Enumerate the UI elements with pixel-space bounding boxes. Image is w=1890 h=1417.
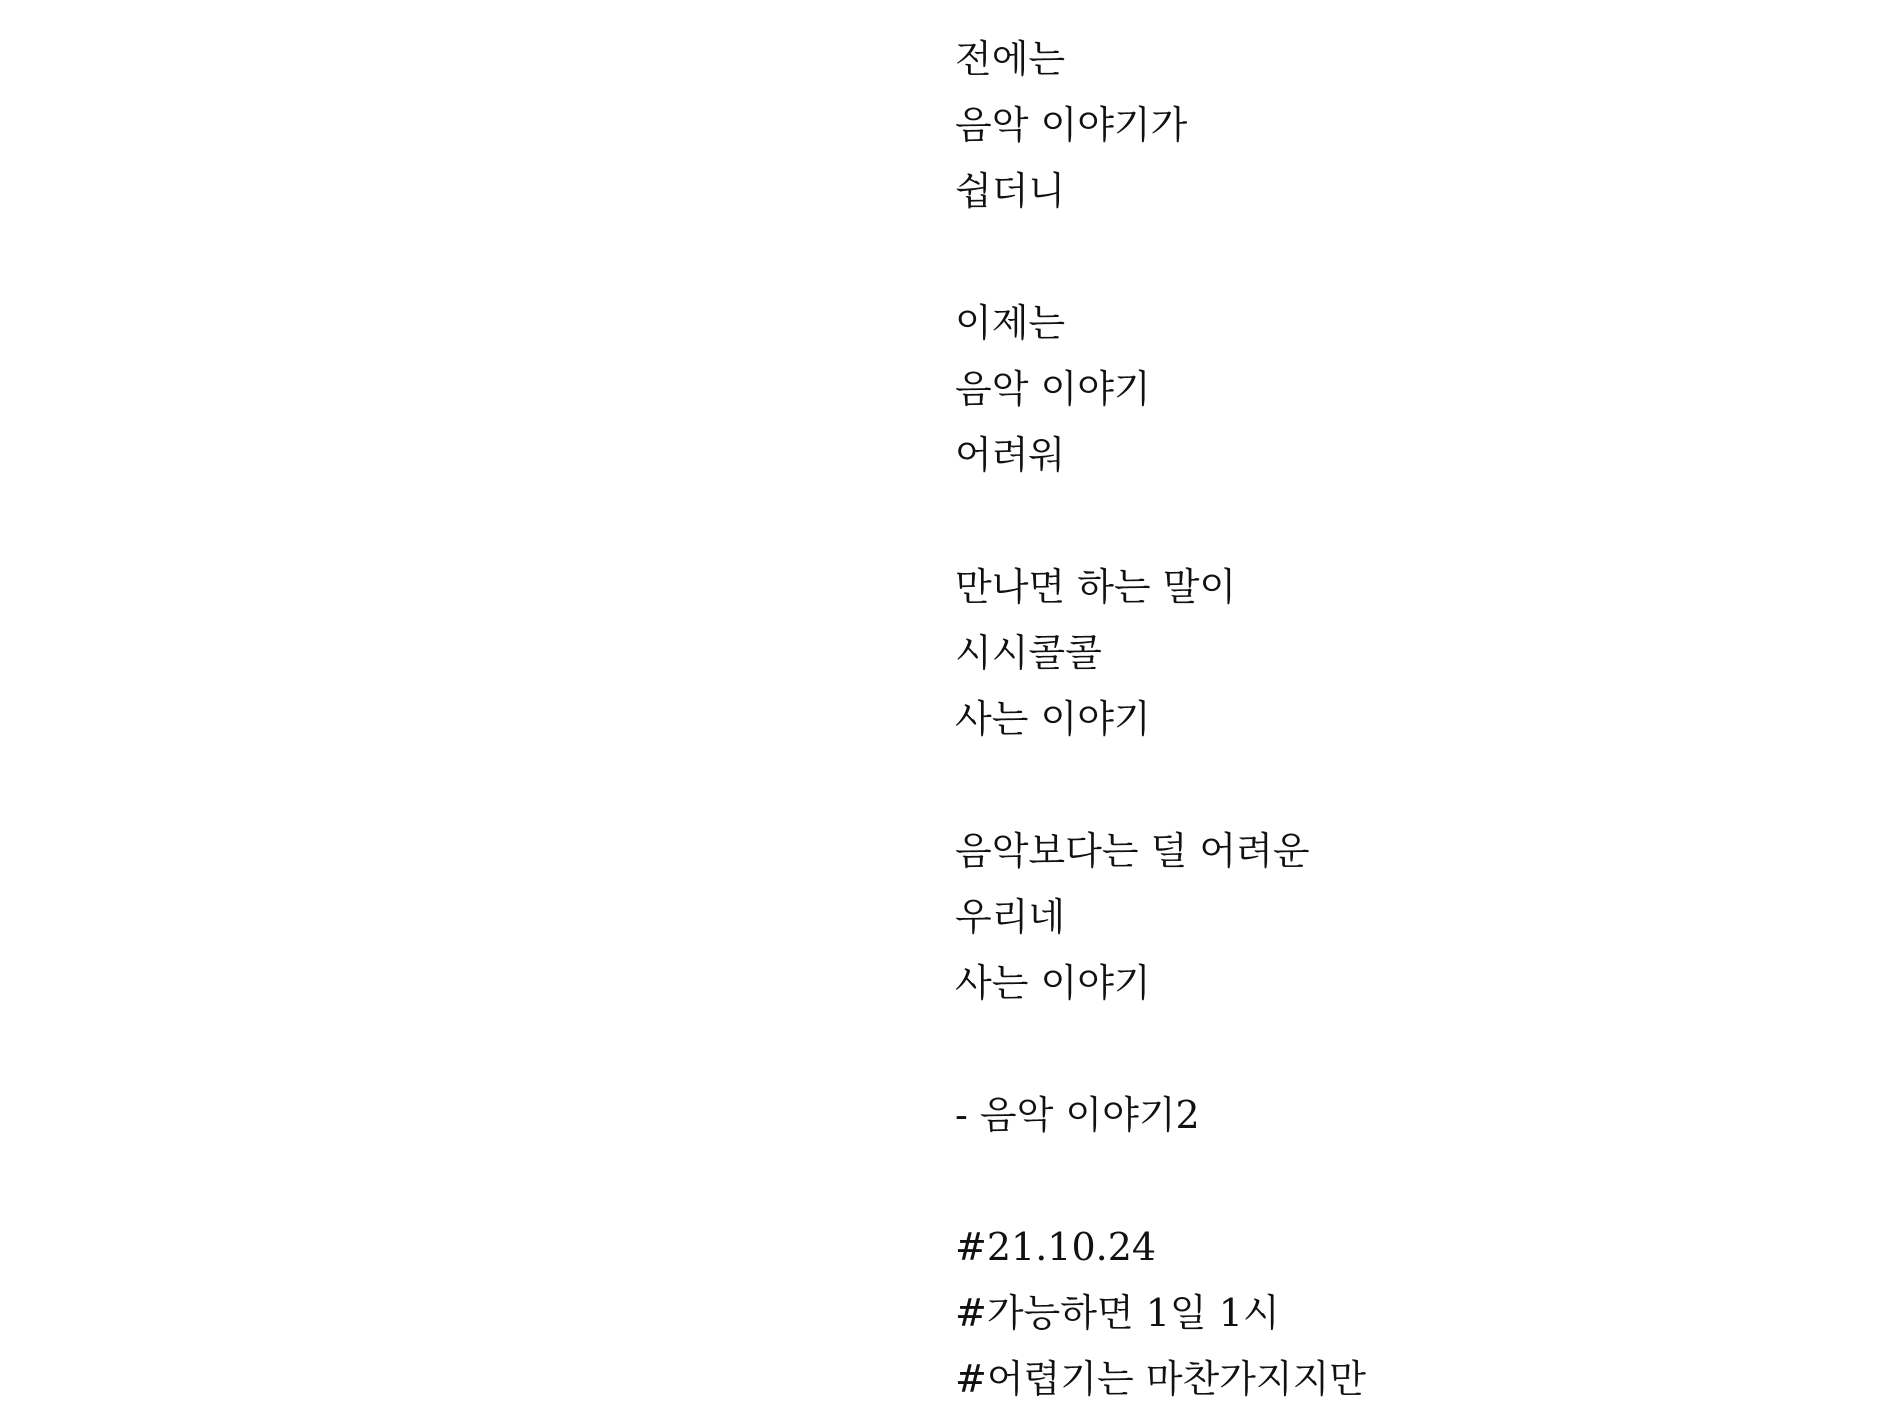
poem-line: 음악 이야기가 bbox=[955, 103, 1188, 147]
poem-line: 사는 이야기 bbox=[955, 697, 1151, 741]
poem-signature: - 음악 이야기2 bbox=[955, 1093, 1200, 1137]
poem-line: 쉽더니 bbox=[955, 169, 1066, 213]
poem-line: 만나면 하는 말이 bbox=[955, 565, 1237, 609]
hashtag: #21.10.24 bbox=[955, 1225, 1157, 1269]
poem-line: 어려워 bbox=[955, 433, 1066, 477]
poem-line: 사는 이야기 bbox=[955, 961, 1151, 1005]
stanza-gap bbox=[955, 1148, 1855, 1214]
hashtag: #어렵기는 마찬가지지만 bbox=[955, 1357, 1366, 1401]
poem-line: 이제는 bbox=[955, 301, 1066, 345]
poem-line: 우리네 bbox=[955, 895, 1066, 939]
stanza-2 bbox=[955, 290, 1855, 488]
stanza-3 bbox=[955, 554, 1855, 752]
stanza-gap bbox=[955, 752, 1855, 818]
poem-line: 음악 이야기 bbox=[955, 367, 1151, 411]
hashtag-list bbox=[955, 1214, 1855, 1412]
poem-text bbox=[955, 26, 1855, 1412]
stanza-4 bbox=[955, 818, 1855, 1016]
poem-line: 시시콜콜 bbox=[955, 631, 1102, 675]
stanza-1 bbox=[955, 26, 1855, 224]
poem-line: 전에는 bbox=[955, 37, 1066, 81]
stanza-gap bbox=[955, 1016, 1855, 1082]
stanza-gap bbox=[955, 224, 1855, 290]
stanza-gap bbox=[955, 488, 1855, 554]
hashtag: #가능하면 1일 1시 bbox=[955, 1291, 1280, 1335]
poem-line: 음악보다는 덜 어려운 bbox=[955, 829, 1310, 873]
